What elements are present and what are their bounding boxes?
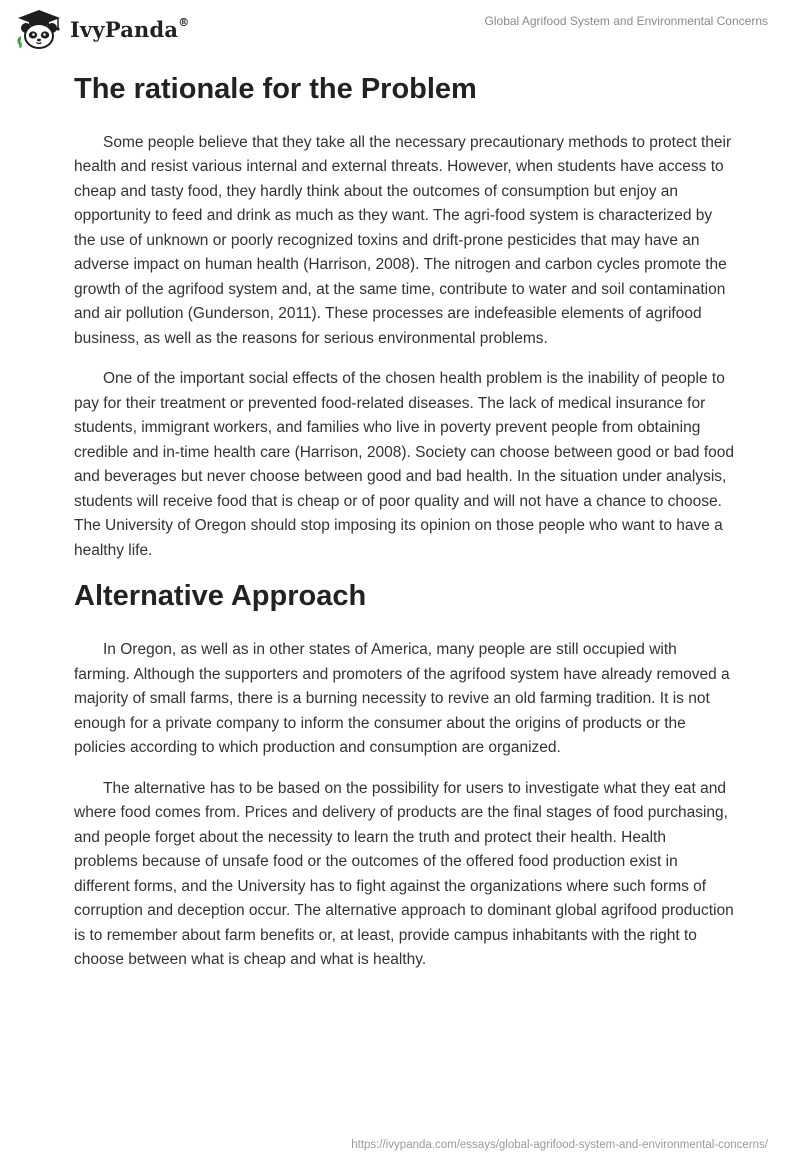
ivypanda-logo[interactable] [14, 8, 189, 50]
page-header [0, 0, 800, 60]
essay-content [74, 72, 734, 989]
section-heading-rationale: The rationale for the Problem [74, 73, 477, 105]
paragraph: In Oregon, as well as in other states of America, many people are still occupied with farming. Although the supporters and promoters of the agrifood system have already removed a majority of small farms, there is a burning necessity to revive an old farming tradition. It is not enough for a private company to inform the consumer about the origins of products or the policies according to which production and consumption are organized. [74, 641, 730, 757]
section-heading-alternative-approach: Alternative Approach [74, 580, 367, 613]
paragraph: The alternative has to be based on the possibility for users to investigate what they eat and where food comes from. Prices and delivery of products are the final stages of food purchasing, and people forget about the necessity to learn the truth and protect their health. Health problems because of unsafe food or the outcomes of the offered food production exist in different forms, and the University has to fight against the organizations where such forms of corruption and deception occur. The alternative approach to dominant global agrifood production is to remember about farm benefits or, at least, provide campus inhabitants with the right to choose between what is cheap and what is healthy. [74, 779, 734, 969]
logo-wordmark: IvyPanda® [70, 15, 190, 42]
paragraph: Some people believe that they take all the necessary precautionary methods to protect their health and resist various internal and external threats. However, when students have access to cheap and tasty food, they hardly think about the outcomes of consumption but enjoy an opportunity to feed and drink as much as they want. The agri-food system is characterized by the use of unknown or poorly recognized toxins and drift-prone pesticides that may have an adverse impact on human health (Harrison, 2008). The nitrogen and carbon cycles promote the growth of the agrifood system and, at the same time, contribute to water and soil contamination and air pollution (Gunderson, 2011). These processes are indefeasible elements of agrifood business, as well as the reasons for serious environmental problems. [74, 133, 732, 347]
document-title: Global Agrifood System and Environmental Concerns [484, 14, 768, 28]
panda-graduate-icon [14, 8, 64, 50]
source-url[interactable]: https://ivypanda.com/essays/global-agrifood-system-and-environmental-concerns/ [351, 1139, 768, 1151]
paragraph: One of the important social effects of the chosen health problem is the inability of people to pay for their treatment or prevented food-related diseases. The lack of medical insurance for students, immigrant workers, and families who live in poverty prevent people from obtaining credible and in-time health care (Harrison, 2008). Society can choose between good or bad food and beverages but never choose between good and bad health. In the situation under analysis, students will receive food that is cheap or of poor quality and will not have a chance to choose. The University of Oregon should stop imposing its opinion on those people who want to have a healthy life. [74, 370, 735, 559]
